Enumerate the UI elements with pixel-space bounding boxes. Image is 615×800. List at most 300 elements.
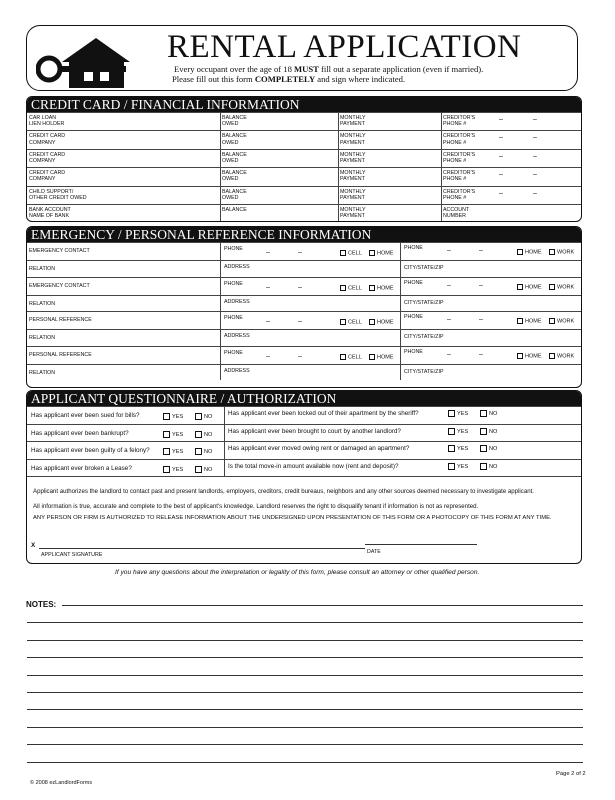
home-label: HOME [377, 353, 394, 360]
question-text: Has applicant ever been guilty of a felony? [31, 447, 150, 455]
note-line[interactable] [27, 709, 583, 710]
credit-row [27, 112, 581, 130]
credit-input-field[interactable] [477, 187, 581, 204]
relation-input-field[interactable] [67, 365, 217, 381]
column-divider [224, 442, 225, 459]
column-divider [441, 205, 442, 222]
column-divider [400, 243, 401, 260]
label-line: PHONE # [443, 176, 467, 183]
checkbox-icon [369, 319, 375, 325]
checkbox-icon [340, 285, 346, 291]
phone-dash-icon: – [447, 350, 451, 358]
field-label [222, 207, 247, 213]
no-label: NO [489, 410, 498, 417]
column-divider [338, 187, 339, 204]
credit-input-field[interactable] [256, 187, 336, 204]
yes-checkbox[interactable] [163, 431, 183, 438]
field-label [222, 115, 247, 127]
home-checkbox[interactable] [369, 250, 394, 256]
checkbox-icon [549, 249, 555, 255]
field-label [443, 152, 475, 164]
checkbox-icon [195, 448, 202, 455]
label-line: CAR LOAN [29, 115, 57, 121]
credit-input-field[interactable] [63, 187, 218, 204]
yes-label: YES [172, 413, 184, 420]
signature-line[interactable] [39, 548, 365, 549]
column-divider [224, 460, 225, 477]
column-divider [338, 168, 339, 185]
label-line: OWED [222, 194, 239, 201]
column-divider [220, 168, 221, 185]
no-checkbox[interactable] [195, 413, 212, 420]
label-line: BALANCE [222, 170, 247, 177]
checkbox-icon [340, 354, 346, 360]
home-checkbox[interactable] [369, 354, 394, 360]
note-line[interactable] [27, 657, 583, 658]
credit-input-field[interactable] [63, 205, 218, 222]
column-divider [220, 278, 221, 295]
no-label: NO [489, 446, 498, 453]
label-line: PAYMENT [340, 121, 365, 128]
no-label: NO [489, 428, 498, 435]
field-label [443, 189, 475, 201]
credit-input-field[interactable] [256, 113, 336, 130]
no-checkbox[interactable] [195, 431, 212, 438]
no-checkbox[interactable] [480, 410, 497, 417]
column-divider [441, 113, 442, 130]
label-line: OWED [222, 158, 239, 164]
home-label: HOME [377, 319, 394, 326]
credit-section-title: CREDIT CARD / FINANCIAL INFORMATION [27, 97, 581, 112]
field-label [443, 170, 475, 182]
checkbox-icon [369, 285, 375, 291]
checkbox-icon [549, 284, 555, 290]
label-line: PAYMENT [340, 158, 365, 164]
label-line: PHONE # [443, 158, 467, 164]
questionnaire-section [26, 390, 582, 564]
no-label: NO [489, 463, 498, 470]
cell-label: CELL [348, 353, 362, 360]
address-input-field[interactable] [257, 330, 397, 346]
home-label: HOME [525, 352, 542, 359]
address-input-field[interactable] [257, 296, 397, 312]
checkbox-icon [163, 413, 170, 420]
phone-label: PHONE [404, 314, 423, 320]
key-house-logo [36, 36, 156, 90]
note-line[interactable] [27, 640, 583, 641]
home-checkbox[interactable] [369, 319, 394, 325]
label-line: OWED [222, 176, 239, 183]
field-label [340, 133, 366, 145]
phone-dash-icon: – [499, 134, 503, 142]
checkbox-icon [517, 284, 523, 290]
phone-label: PHONE [224, 280, 243, 287]
question-text: Is the total move-in amount available now (rent and deposit)? [228, 462, 399, 470]
yes-label: YES [457, 428, 469, 435]
label-line: PAYMENT [340, 213, 365, 220]
home-label: HOME [525, 249, 542, 256]
column-divider [400, 296, 401, 312]
relation-input-field[interactable] [67, 261, 217, 277]
date-label: DATE [367, 549, 381, 555]
label-line: NAME OF BANK [29, 213, 70, 220]
label-line: COMPANY [29, 139, 56, 146]
column-divider [400, 261, 401, 277]
copyright: © 2008 ezLandlordForms [30, 780, 93, 786]
credit-input-field[interactable] [374, 150, 439, 167]
phone-dash-icon: – [533, 116, 537, 123]
field-label [443, 115, 475, 127]
label-line: ACCOUNT [443, 207, 470, 213]
phone-dash-icon: – [266, 318, 270, 325]
credit-row [27, 130, 581, 148]
header-instructions: Every occupant over the age of 18 MUST fill out a separate application (even if married). Please fill out this form COMPLETELY and sign where indicated. [172, 64, 484, 84]
column-divider [220, 312, 221, 329]
address-input-field[interactable] [257, 365, 397, 381]
page-title: RENTAL APPLICATION [167, 29, 522, 65]
phone-dash-icon: – [533, 189, 537, 197]
question-row [27, 441, 581, 459]
home-label: HOME [525, 318, 542, 325]
field-label [222, 189, 247, 201]
credit-input-field[interactable] [256, 131, 336, 148]
checkbox-icon [480, 410, 487, 417]
cell-checkbox[interactable] [340, 250, 362, 256]
reference-row [27, 242, 581, 260]
cell-label: CELL [348, 284, 362, 291]
no-checkbox[interactable] [195, 466, 212, 473]
label-line: NUMBER [443, 213, 466, 220]
cell-checkbox[interactable] [340, 285, 362, 291]
label-line: CREDITOR'S [443, 188, 476, 195]
column-divider [338, 131, 339, 148]
field-label [443, 133, 475, 145]
no-label: NO [204, 431, 213, 438]
no-checkbox[interactable] [480, 463, 497, 470]
credit-input-field[interactable] [477, 168, 581, 185]
name-input-field[interactable] [27, 312, 220, 329]
label-line: PHONE # [443, 139, 467, 146]
page-number: Page 2 of 2 [556, 771, 586, 777]
column-divider [220, 205, 221, 222]
label-line: BALANCE [222, 188, 247, 195]
phone-dash-icon: – [298, 249, 302, 256]
yes-checkbox[interactable] [163, 448, 183, 455]
work-label: WORK [557, 352, 575, 359]
yes-label: YES [457, 410, 469, 417]
column-divider [441, 168, 442, 185]
field-label [340, 152, 366, 164]
checkbox-icon [340, 250, 346, 256]
label-line: COMPANY [29, 176, 56, 183]
credit-financial-section [26, 96, 582, 222]
credit-row [27, 149, 581, 167]
credit-input-field[interactable] [256, 205, 336, 222]
column-divider [220, 243, 221, 260]
checkbox-icon [369, 250, 375, 256]
home-checkbox[interactable] [517, 249, 542, 255]
label-line: CREDIT CARD [29, 170, 66, 177]
accuracy-text: All information is true, accurate and complete to the best of applicant's knowledge. Landlord reserves the right to disqualify tenant if information is not as represented. [33, 503, 479, 510]
work-checkbox[interactable] [549, 353, 574, 359]
column-divider [441, 187, 442, 204]
phone-dash-icon: – [499, 171, 503, 179]
checkbox-icon [163, 448, 170, 455]
phone-label: PHONE [224, 315, 243, 321]
label-line: PAYMENT [340, 176, 365, 183]
credit-input-field[interactable] [477, 205, 581, 222]
legal-note: If you have any questions about the interpretation or legality of this form, please consult an attorney or other qualified person. [115, 569, 480, 576]
emergency-section-title: EMERGENCY / PERSONAL REFERENCE INFORMATION [27, 227, 581, 242]
yes-checkbox[interactable] [448, 410, 468, 417]
credit-input-field[interactable] [374, 168, 439, 185]
label-line: BALANCE [222, 151, 247, 158]
note-line[interactable] [27, 727, 583, 728]
credit-input-field[interactable] [374, 205, 439, 222]
yes-checkbox[interactable] [163, 466, 183, 473]
label-line: MONTHLY [340, 115, 366, 121]
work-label: WORK [557, 283, 575, 290]
no-label: NO [204, 413, 213, 420]
emergency-reference-section [26, 226, 582, 388]
note-line[interactable] [62, 605, 583, 606]
phone-label: PHONE [224, 246, 243, 252]
phone-dash-icon: – [499, 116, 503, 123]
checkbox-icon [163, 466, 170, 473]
relation-input-field[interactable] [67, 330, 217, 346]
credit-input-field[interactable] [256, 150, 336, 167]
name-input-field[interactable] [27, 347, 220, 364]
label-line: PAYMENT [340, 139, 365, 146]
credit-input-field[interactable] [63, 131, 218, 148]
phone-dash-icon: – [298, 318, 302, 325]
checkbox-icon [517, 318, 523, 324]
question-row [27, 424, 581, 442]
phone-dash-icon: – [447, 316, 451, 323]
reference-type-label: PERSONAL REFERENCE [29, 351, 92, 358]
notes-label: NOTES: [26, 600, 57, 609]
home-checkbox[interactable] [517, 318, 542, 324]
field-label [340, 170, 366, 182]
credit-input-field[interactable] [256, 168, 336, 185]
label-line: CHILD SUPPORT/ [29, 188, 74, 195]
authorization-text: Applicant authorizes the landlord to contact past and present landlords, employers, creditors, credit bureaus, neighbors and any other sources deemed necessary to investigate applicant. [33, 488, 534, 495]
city-label: CITY/STATE/ZIP [404, 265, 444, 271]
note-line[interactable] [27, 762, 583, 763]
address-label: ADDRESS [224, 333, 250, 339]
label-line: MONTHLY [340, 207, 366, 213]
label-line: CREDITOR'S [443, 170, 476, 177]
name-input-field[interactable] [27, 278, 220, 295]
relation-row [27, 295, 581, 312]
phone-label: PHONE [404, 279, 423, 286]
checkbox-icon [480, 445, 487, 452]
city-label: CITY/STATE/ZIP [404, 299, 444, 306]
field-label [29, 115, 64, 127]
checkbox-icon [448, 445, 455, 452]
label-line: CREDIT CARD [29, 151, 66, 158]
home-checkbox[interactable] [517, 353, 542, 359]
checkbox-icon [163, 431, 170, 438]
column-divider [400, 365, 401, 381]
column-divider [400, 312, 401, 329]
yes-checkbox[interactable] [448, 445, 468, 452]
column-divider [220, 113, 221, 130]
yes-checkbox[interactable] [163, 413, 183, 420]
phone-label: PHONE [224, 349, 243, 356]
phone-dash-icon: – [266, 352, 270, 360]
column-divider [338, 150, 339, 167]
yes-label: YES [172, 449, 184, 456]
label-line: OTHER CREDIT OWED [29, 194, 87, 201]
work-checkbox[interactable] [549, 318, 574, 324]
credit-input-field[interactable] [477, 113, 581, 130]
no-checkbox[interactable] [195, 448, 212, 455]
checkbox-icon [480, 463, 487, 470]
credit-row [27, 167, 581, 185]
label-line: PAYMENT [340, 194, 365, 201]
no-label: NO [204, 449, 213, 456]
note-line[interactable] [27, 675, 583, 676]
phone-dash-icon: – [266, 283, 270, 291]
column-divider [338, 113, 339, 130]
phone-dash-icon: – [479, 281, 483, 289]
label-line: LIEN HOLDER [29, 121, 65, 128]
field-label [29, 170, 65, 182]
relation-label: RELATION [29, 266, 56, 272]
checkbox-icon [448, 410, 455, 417]
release-text: ANY PERSON OR FIRM IS AUTHORIZED TO RELEASE INFORMATION ABOUT THE UNDERSIGNED UPON PRESENTATION OF THIS FORM OR A PHOTOCOPY OF THIS FORM AT ANY TIME. [33, 515, 552, 521]
column-divider [441, 150, 442, 167]
work-checkbox[interactable] [549, 249, 574, 255]
column-divider [220, 347, 221, 364]
note-line[interactable] [27, 622, 583, 623]
questionnaire-section-title: APPLICANT QUESTIONNAIRE / AUTHORIZATION [27, 391, 581, 406]
column-divider [338, 205, 339, 222]
yes-label: YES [457, 463, 469, 470]
cell-checkbox[interactable] [340, 319, 362, 325]
column-divider [220, 296, 221, 312]
column-divider [224, 425, 225, 442]
checkbox-icon [517, 249, 523, 255]
work-checkbox[interactable] [549, 284, 574, 290]
address-label: ADDRESS [224, 264, 250, 270]
address-label: ADDRESS [224, 367, 250, 374]
phone-label: PHONE [404, 348, 423, 355]
column-divider [400, 330, 401, 346]
column-divider [220, 261, 221, 277]
column-divider [224, 407, 225, 424]
phone-dash-icon: – [447, 247, 451, 254]
phone-dash-icon: – [499, 152, 503, 160]
cell-checkbox[interactable] [340, 354, 362, 360]
city-label: CITY/STATE/ZIP [404, 368, 444, 375]
work-label: WORK [557, 249, 575, 256]
address-input-field[interactable] [257, 261, 397, 277]
column-divider [220, 330, 221, 346]
field-label [443, 207, 469, 219]
reference-row [27, 346, 581, 364]
label-line: BALANCE [222, 133, 247, 140]
field-label [340, 115, 366, 127]
question-text: Has applicant ever broken a Lease? [31, 464, 132, 472]
label-line: CREDITOR'S [443, 151, 476, 158]
credit-input-field[interactable] [374, 131, 439, 148]
checkbox-icon [369, 354, 375, 360]
cell-label: CELL [348, 319, 362, 326]
label-line: CREDIT CARD [29, 133, 66, 140]
relation-row [27, 260, 581, 277]
question-text: Has applicant ever been brought to court by another landlord? [228, 427, 401, 435]
label-line: PHONE # [443, 121, 467, 128]
credit-input-field[interactable] [374, 187, 439, 204]
yes-checkbox[interactable] [448, 463, 468, 470]
checkbox-icon [517, 353, 523, 359]
home-checkbox[interactable] [517, 284, 542, 290]
no-checkbox[interactable] [480, 428, 497, 435]
column-divider [220, 150, 221, 167]
credit-input-field[interactable] [477, 131, 581, 148]
credit-row [27, 186, 581, 204]
phone-label: PHONE [404, 245, 423, 251]
checkbox-icon [195, 431, 202, 438]
home-label: HOME [377, 250, 394, 257]
yes-checkbox[interactable] [448, 428, 468, 435]
phone-dash-icon: – [533, 171, 537, 179]
label-line: MONTHLY [340, 151, 366, 158]
note-line[interactable] [27, 692, 583, 693]
column-divider [220, 187, 221, 204]
home-label: HOME [525, 283, 542, 290]
checkbox-icon [549, 353, 555, 359]
phone-dash-icon: – [266, 249, 270, 256]
phone-dash-icon: – [533, 134, 537, 142]
label-line: PHONE # [443, 194, 467, 201]
credit-input-field[interactable] [374, 113, 439, 130]
phone-dash-icon: – [479, 316, 483, 323]
credit-input-field[interactable] [63, 150, 218, 167]
no-checkbox[interactable] [480, 445, 497, 452]
credit-input-field[interactable] [63, 168, 218, 185]
question-text: Has applicant ever been locked out of their apartment by the sheriff? [228, 410, 419, 417]
relation-input-field[interactable] [67, 296, 217, 312]
field-label [340, 189, 366, 201]
relation-label: RELATION [29, 300, 56, 307]
question-row [27, 406, 581, 424]
signature-x: X [31, 542, 36, 549]
label-line: MONTHLY [340, 170, 366, 177]
phone-dash-icon: – [298, 283, 302, 291]
relation-label: RELATION [29, 369, 56, 376]
credit-input-field[interactable] [63, 113, 218, 130]
note-line[interactable] [27, 744, 583, 745]
date-line[interactable] [365, 544, 477, 545]
checkbox-icon [480, 428, 487, 435]
name-input-field[interactable] [27, 243, 220, 260]
reference-row [27, 277, 581, 295]
credit-input-field[interactable] [477, 150, 581, 167]
column-divider [441, 131, 442, 148]
reference-type-label: PERSONAL REFERENCE [29, 317, 92, 323]
phone-dash-icon: – [499, 189, 503, 197]
question-text: Has applicant ever been bankrupt? [31, 429, 129, 437]
city-label: CITY/STATE/ZIP [404, 334, 444, 340]
home-checkbox[interactable] [369, 285, 394, 291]
field-label [340, 207, 366, 219]
label-line: BALANCE [222, 115, 247, 121]
question-text: Has applicant ever moved owing rent or damaged an apartment? [228, 445, 410, 453]
cell-label: CELL [348, 250, 362, 257]
